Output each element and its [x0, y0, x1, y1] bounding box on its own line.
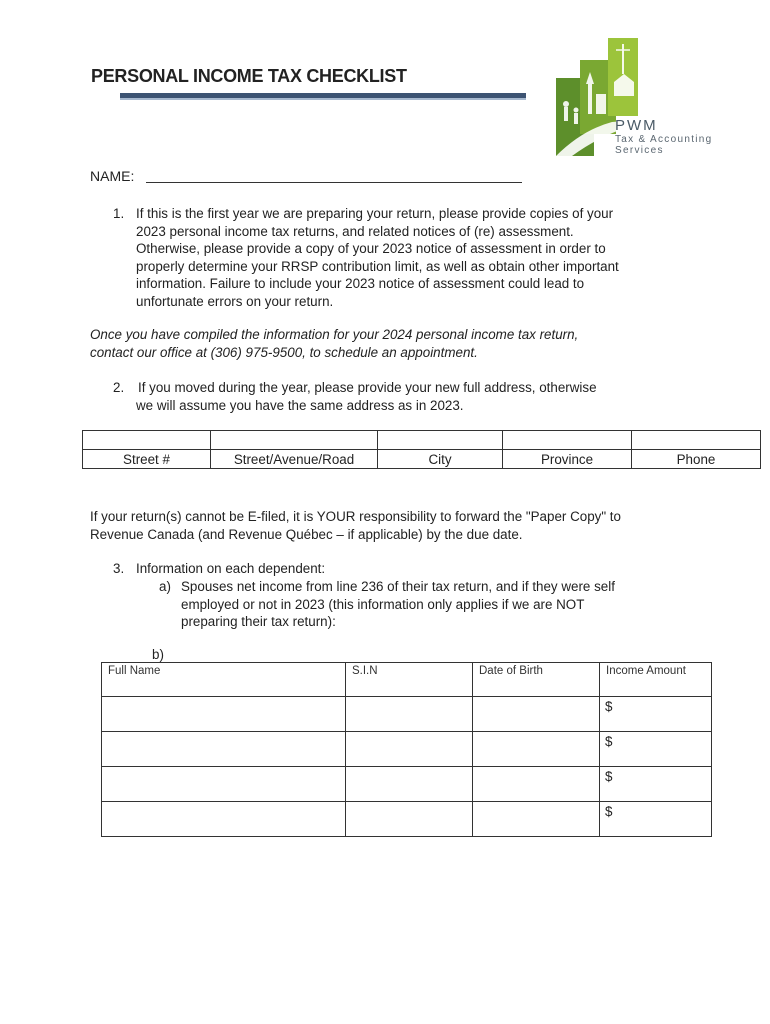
dependent-income-cell[interactable]	[600, 802, 712, 837]
item-2-line: If you moved during the year, please provide your new full address, otherwise	[138, 380, 597, 395]
dependent-sin-cell[interactable]	[346, 697, 473, 732]
item-1-line: Otherwise, please provide a copy of your 2023 notice of assessment in order to	[136, 241, 606, 257]
item-3-number: 3.	[113, 561, 125, 576]
dependent-income-cell[interactable]	[600, 697, 712, 732]
sin-header: S.I.N	[346, 663, 473, 697]
dollar-sign: $	[605, 734, 613, 749]
dependent-name-cell[interactable]	[102, 697, 346, 732]
checklist-item-1	[113, 205, 713, 315]
logo-tagline-2: Services	[615, 145, 664, 156]
province-label: Province	[503, 450, 632, 469]
address-input-row	[83, 431, 761, 450]
street-number-cell[interactable]	[83, 431, 211, 450]
dependent-name-cell[interactable]	[102, 732, 346, 767]
dependent-dob-cell[interactable]	[473, 697, 600, 732]
income-amount-header: Income Amount	[600, 663, 712, 697]
dependent-sin-cell[interactable]	[346, 802, 473, 837]
dependent-row	[102, 732, 712, 767]
efile-note-line: If your return(s) cannot be E-filed, it is YOUR responsibility to forward the "Paper Copy" to	[90, 509, 621, 524]
dollar-sign: $	[605, 804, 613, 819]
logo-wordmark	[615, 118, 713, 156]
item-3b-label: b)	[152, 647, 164, 662]
logo-company-name: PWM	[615, 117, 658, 134]
efile-note-line: Revenue Canada (and Revenue Québec – if applicable) by the due date.	[90, 527, 523, 542]
phone-cell[interactable]	[632, 431, 761, 450]
dependent-income-cell[interactable]	[600, 767, 712, 802]
dependent-sin-cell[interactable]	[346, 732, 473, 767]
dependent-sin-cell[interactable]	[346, 767, 473, 802]
item-1-line: 2023 personal income tax returns, and related notices of (re) assessment.	[136, 223, 574, 239]
dependent-dob-cell[interactable]	[473, 767, 600, 802]
item-1-line: properly determine your RRSP contribution limit, as well as obtain other important	[136, 258, 619, 274]
item-3a	[159, 578, 719, 634]
dollar-sign: $	[605, 699, 613, 714]
item-3a-text	[181, 578, 615, 631]
checklist-item-2	[113, 379, 713, 419]
item-1-number: 1.	[113, 206, 125, 221]
dependent-row	[102, 802, 712, 837]
street-name-cell[interactable]	[211, 431, 378, 450]
dependents-table	[101, 662, 712, 837]
dependent-dob-cell[interactable]	[473, 732, 600, 767]
appointment-note-line: contact our office at (306) 975-9500, to schedule an appointment.	[90, 345, 478, 360]
name-input-line[interactable]	[146, 182, 522, 183]
address-table	[82, 430, 761, 469]
province-cell[interactable]	[503, 431, 632, 450]
checklist-item-3	[113, 560, 713, 580]
dependent-income-cell[interactable]	[600, 732, 712, 767]
city-label: City	[378, 450, 503, 469]
full-name-header: Full Name	[102, 663, 346, 697]
street-name-label: Street/Avenue/Road	[211, 450, 378, 469]
item-2-text	[138, 379, 597, 414]
item-3a-line: preparing their tax return):	[181, 614, 336, 630]
city-cell[interactable]	[378, 431, 503, 450]
dependent-row	[102, 697, 712, 732]
appointment-note	[90, 326, 690, 362]
dependent-row	[102, 767, 712, 802]
address-label-row	[83, 450, 761, 469]
page-title: PERSONAL INCOME TAX CHECKLIST	[91, 66, 407, 86]
item-1-line: unfortunate errors on your return.	[136, 293, 334, 309]
dependent-name-cell[interactable]	[102, 767, 346, 802]
dependents-header-row	[102, 663, 712, 697]
item-1-line: If this is the first year we are preparing your return, please provide copies of your	[136, 206, 614, 221]
name-label: NAME:	[90, 168, 135, 184]
efile-note	[90, 508, 710, 544]
street-number-label: Street #	[83, 450, 211, 469]
dependent-dob-cell[interactable]	[473, 802, 600, 837]
dependent-name-cell[interactable]	[102, 802, 346, 837]
item-3a-line: Spouses net income from line 236 of their tax return, and if they were self	[181, 579, 615, 594]
item-2-number: 2.	[113, 380, 125, 395]
item-3a-line: employed or not in 2023 (this information only applies if we are NOT	[181, 596, 585, 612]
date-of-birth-header: Date of Birth	[473, 663, 600, 697]
item-3-text: Information on each dependent:	[136, 561, 326, 576]
dollar-sign: $	[605, 769, 613, 784]
item-3a-label: a)	[159, 579, 171, 594]
item-2-line: we will assume you have the same address as in 2023.	[136, 397, 464, 413]
phone-label: Phone	[632, 450, 761, 469]
title-underline-bar	[120, 93, 526, 100]
item-1-text	[136, 205, 619, 311]
appointment-note-line: Once you have compiled the information for your 2024 personal income tax return,	[90, 327, 579, 342]
logo-tagline-1: Tax & Accounting	[615, 134, 713, 145]
item-1-line: information. Failure to include your 2023 notice of assessment could lead to	[136, 276, 585, 292]
